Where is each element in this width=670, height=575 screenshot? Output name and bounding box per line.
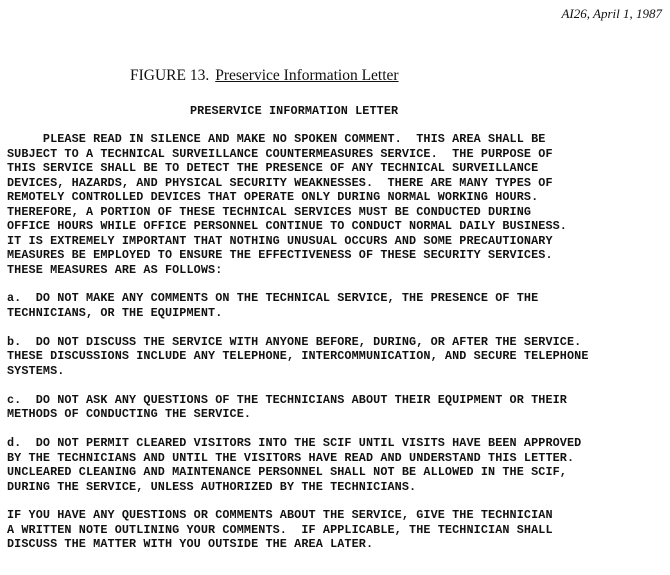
text-line: TECHNICIANS, OR THE EQUIPMENT. (7, 305, 223, 320)
text-line: c. DO NOT ASK ANY QUESTIONS OF THE TECHNICIANS ABOUT THEIR EQUIPMENT OR THEIR (7, 392, 567, 407)
item-d-paragraph (7, 436, 667, 494)
text-line: THEREFORE, A PORTION OF THESE TECHNICAL SERVICES MUST BE CONDUCTED DURING (7, 204, 532, 219)
text-line: IT IS EXTREMELY IMPORTANT THAT NOTHING UNUSUAL OCCURS AND SOME PRECAUTIONARY (7, 233, 553, 248)
text-line: BY THE TECHNICIANS AND UNTIL THE VISITORS HAVE READ AND UNDERSTAND THIS LETTER. (7, 450, 575, 465)
text-line: THESE DISCUSSIONS INCLUDE ANY TELEPHONE, INTERCOMMUNICATION, AND SECURE TELEPHONE (7, 349, 589, 364)
text-line: b. DO NOT DISCUSS THE SERVICE WITH ANYONE BEFORE, DURING, OR AFTER THE SERVICE. (7, 334, 582, 349)
text-line: A WRITTEN NOTE OUTLINING YOUR COMMENTS. IF APPLICABLE, THE TECHNICIAN SHALL (7, 522, 553, 537)
text-line: PLEASE READ IN SILENCE AND MAKE NO SPOKEN COMMENT. THIS AREA SHALL BE (7, 132, 546, 147)
text-line: MEASURES BE EMPLOYED TO ENSURE THE EFFECTIVENESS OF THESE SECURITY SERVICES. (7, 248, 553, 263)
closing-paragraph (7, 508, 667, 551)
document-reference: AI26, April 1, 1987 (561, 6, 662, 21)
text-line: THIS SERVICE SHALL BE TO DETECT THE PRESENCE OF ANY TECHNICAL SURVEILLANCE (7, 161, 539, 176)
figure-caption (130, 67, 399, 85)
text-line: IF YOU HAVE ANY QUESTIONS OR COMMENTS ABOUT THE SERVICE, GIVE THE TECHNICIAN (7, 508, 553, 523)
text-line: REMOTELY CONTROLLED DEVICES THAT OPERATE ONLY DURING NORMAL WORKING HOURS. (7, 190, 539, 205)
text-line: SYSTEMS. (7, 363, 65, 378)
item-a-paragraph (7, 291, 667, 320)
figure-title: Preservice Information Letter (215, 67, 399, 84)
text-line: OFFICE HOURS WHILE OFFICE PERSONNEL CONTINUE TO CONDUCT NORMAL DAILY BUSINESS. (7, 219, 567, 234)
text-line: UNCLEARED CLEANING AND MAINTENANCE PERSONNEL SHALL NOT BE ALLOWED IN THE SCIF, (7, 465, 567, 480)
letter-body (7, 104, 667, 566)
intro-paragraph (7, 132, 667, 277)
figure-label: FIGURE 13. (130, 67, 210, 84)
text-line: DURING THE SERVICE, UNLESS AUTHORIZED BY THE TECHNICIANS. (7, 479, 417, 494)
item-b-paragraph (7, 335, 667, 378)
letter-heading: PRESERVICE INFORMATION LETTER (190, 104, 399, 118)
text-line: DEVICES, HAZARDS, AND PHYSICAL SECURITY WEAKNESSES. THERE ARE MANY TYPES OF (7, 175, 553, 190)
text-line: DISCUSS THE MATTER WITH YOU OUTSIDE THE AREA LATER. (7, 537, 374, 552)
text-line: SUBJECT TO A TECHNICAL SURVEILLANCE COUNTERMEASURES SERVICE. THE PURPOSE OF (7, 146, 553, 161)
text-line: d. DO NOT PERMIT CLEARED VISITORS INTO THE SCIF UNTIL VISITS HAVE BEEN APPROVED (7, 436, 582, 451)
text-line: THESE MEASURES ARE AS FOLLOWS: (7, 262, 223, 277)
text-line: a. DO NOT MAKE ANY COMMENTS ON THE TECHNICAL SERVICE, THE PRESENCE OF THE (7, 291, 539, 306)
text-line: METHODS OF CONDUCTING THE SERVICE. (7, 407, 252, 422)
item-c-paragraph (7, 393, 667, 422)
